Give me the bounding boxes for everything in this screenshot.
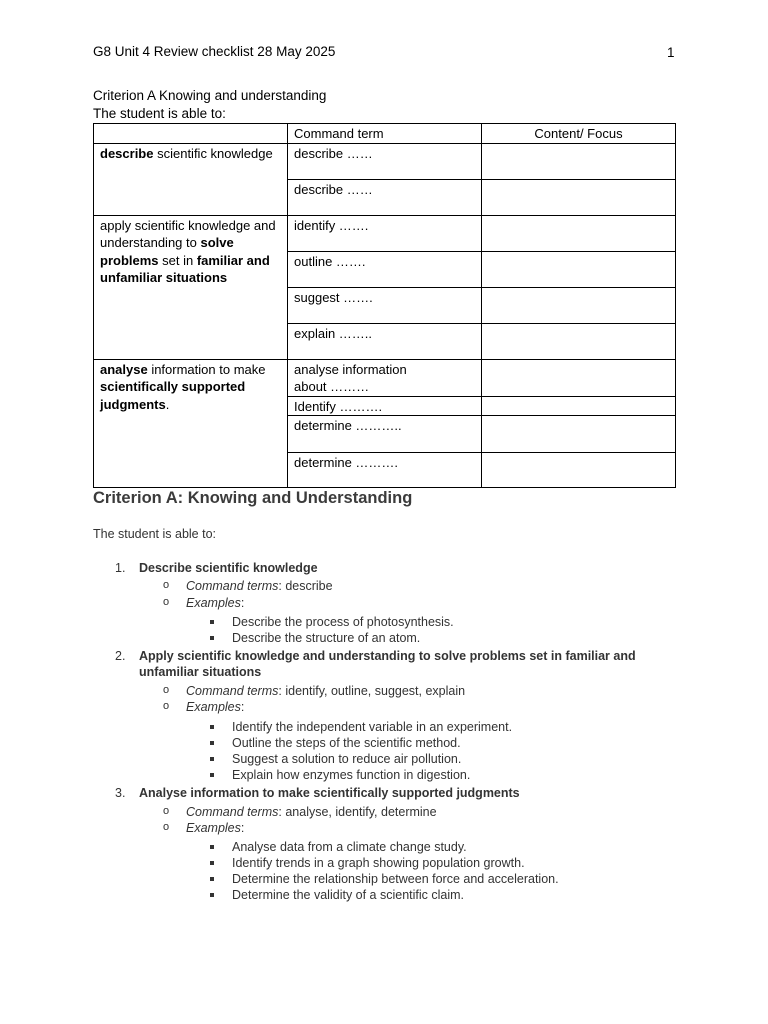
example-item: Identify the independent variable in an experiment. (232, 720, 513, 734)
command-terms-label: Command terms (186, 579, 279, 593)
list-item-title-line: unfamiliar situations (139, 665, 262, 679)
document-header-title: G8 Unit 4 Review checklist 28 May 2025 (93, 44, 336, 59)
example-item: Describe the structure of an atom. (232, 631, 421, 645)
command-terms-line (186, 684, 465, 698)
list-item-title: Describe scientific knowledge (139, 561, 318, 575)
command-term-cell (288, 359, 482, 396)
content-cell[interactable] (482, 251, 676, 287)
square-bullet-icon (210, 620, 214, 624)
header-cell-empty (94, 124, 288, 144)
strand-text: . (165, 396, 170, 412)
examples-line: Examples: (186, 596, 245, 610)
command-term-line: about ……… (294, 379, 370, 394)
content-cell[interactable] (482, 416, 676, 453)
command-terms-label: Command terms (186, 684, 279, 698)
square-bullet-icon (210, 725, 214, 729)
list-item-title: Analyse information to make scientifically supported judgments (139, 786, 520, 800)
example-item: Identify trends in a graph showing population growth. (232, 856, 525, 870)
strand-text: scientific knowledge (153, 145, 273, 161)
circle-bullet-icon: o (163, 579, 170, 591)
command-term-cell: describe …… (288, 143, 482, 179)
content-cell[interactable] (482, 323, 676, 359)
example-item: Describe the process of photosynthesis. (232, 615, 454, 629)
content-cell[interactable] (482, 215, 676, 251)
square-bullet-icon (210, 861, 214, 865)
content-cell[interactable] (482, 287, 676, 323)
page-number: 1 (667, 45, 675, 60)
strand-text: information to make (147, 361, 266, 377)
section-title: Criterion A: Knowing and Understanding (93, 489, 413, 507)
strand-bold: solve problems (100, 235, 234, 268)
command-term-cell: describe …… (288, 179, 482, 215)
command-term-line: analyse information (294, 361, 407, 377)
section-able-label: The student is able to: (93, 527, 216, 541)
square-bullet-icon (210, 845, 214, 849)
square-bullet-icon (210, 893, 214, 897)
command-term-cell: suggest ……. (288, 287, 482, 323)
strand-cell-describe (94, 143, 288, 215)
command-term-cell: outline ……. (288, 251, 482, 287)
circle-bullet-icon: o (163, 684, 170, 696)
command-term-cell: determine ……….. (288, 416, 482, 453)
square-bullet-icon (210, 757, 214, 761)
strand-cell-apply (94, 215, 288, 359)
examples-label: Examples (186, 596, 241, 610)
table-row (94, 143, 676, 179)
example-item: Determine the validity of a scientific claim. (232, 888, 465, 902)
command-terms-line (186, 579, 333, 593)
circle-bullet-icon: o (163, 821, 170, 833)
strand-bold: scientifically supported judgments (100, 379, 246, 412)
example-item: Determine the relationship between force and acceleration. (232, 872, 559, 886)
list-number: 2. (115, 649, 126, 663)
circle-bullet-icon: o (163, 805, 170, 817)
examples-line: Examples: (186, 700, 245, 714)
content-cell[interactable] (482, 453, 676, 488)
command-terms-label: Command terms (186, 805, 279, 819)
strand-bold: familiar and unfamiliar situations (100, 252, 270, 285)
command-terms-value: : analyse, identify, determine (278, 805, 437, 819)
content-cell[interactable] (482, 179, 676, 215)
example-item: Explain how enzymes function in digestion. (232, 768, 471, 782)
checklist-table (93, 123, 676, 488)
list-item-title-line: Apply scientific knowledge and understanding to solve problems set in familiar and (139, 649, 636, 663)
square-bullet-icon (210, 773, 214, 777)
header-cell-content: Content/ Focus (482, 124, 676, 144)
command-term-cell: determine ………. (288, 453, 482, 488)
examples-line: Examples: (186, 821, 245, 835)
examples-label: Examples (186, 821, 241, 835)
content-cell[interactable] (482, 143, 676, 179)
command-term-cell: Identify ………. (288, 396, 482, 416)
example-item: Outline the steps of the scientific method. (232, 736, 461, 750)
table-row (94, 215, 676, 251)
command-term-cell: explain …….. (288, 323, 482, 359)
command-terms-value: : identify, outline, suggest, explain (278, 684, 466, 698)
list-number: 1. (115, 561, 126, 575)
criterion-heading: Criterion A Knowing and understanding (93, 88, 327, 103)
square-bullet-icon (210, 636, 214, 640)
example-item: Analyse data from a climate change study. (232, 840, 467, 854)
strand-bold: describe (100, 145, 154, 161)
header-cell-command: Command term (288, 124, 482, 144)
square-bullet-icon (210, 741, 214, 745)
table-header-row (94, 124, 676, 144)
content-cell[interactable] (482, 396, 676, 416)
example-item: Suggest a solution to reduce air pollution. (232, 752, 462, 766)
strand-text: apply scientific knowledge and understanding to (100, 217, 276, 250)
table-row (94, 359, 676, 396)
circle-bullet-icon: o (163, 596, 170, 608)
command-term-cell: identify ……. (288, 215, 482, 251)
list-item-title (139, 648, 636, 680)
square-bullet-icon (210, 877, 214, 881)
command-terms-line (186, 805, 437, 819)
command-terms-value: : describe (278, 579, 333, 593)
circle-bullet-icon: o (163, 700, 170, 712)
list-number: 3. (115, 786, 126, 800)
strand-text: set in (158, 252, 197, 268)
examples-label: Examples (186, 700, 241, 714)
content-cell[interactable] (482, 359, 676, 396)
strand-cell-analyse (94, 359, 288, 488)
strand-bold: analyse (100, 361, 148, 377)
student-able-label: The student is able to: (93, 106, 226, 121)
